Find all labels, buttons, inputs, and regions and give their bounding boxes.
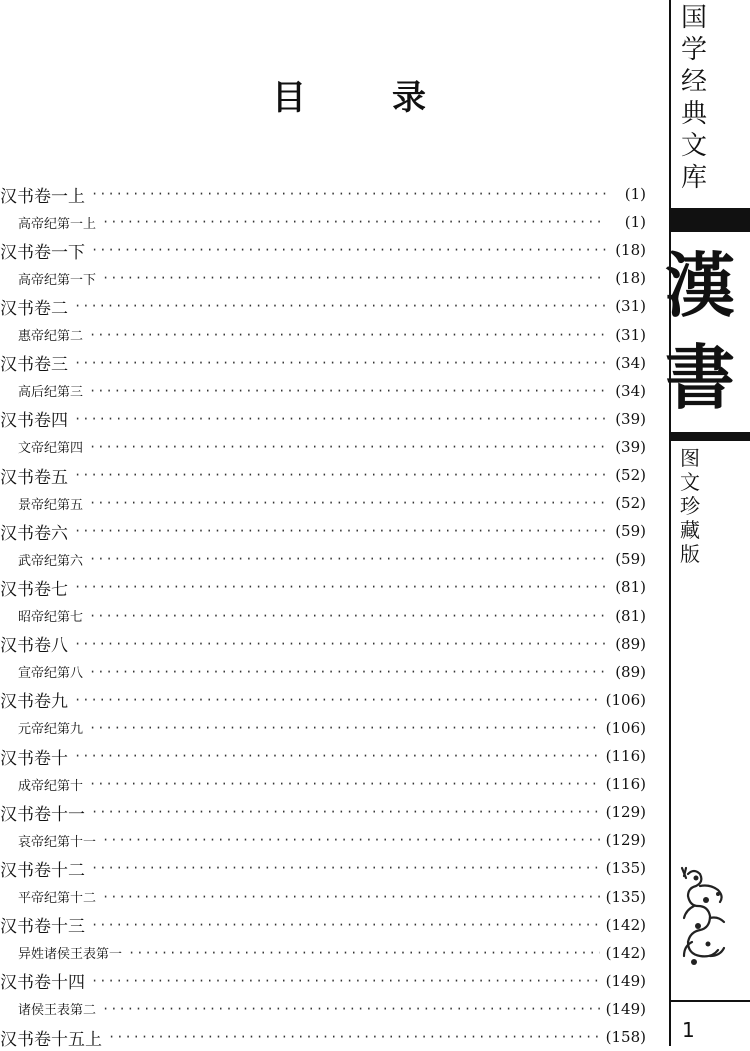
toc-entry-page: (52) — [615, 466, 646, 484]
toc-entry-label: 汉书卷一下 — [0, 242, 85, 263]
toc-entry-page: (142) — [605, 943, 646, 962]
toc-entry-page: (1) — [624, 213, 646, 232]
page-number: 1 — [682, 1018, 695, 1042]
toc-entry-label: 汉书卷一上 — [0, 186, 85, 207]
toc-entry[interactable] — [0, 742, 646, 770]
toc-entry[interactable] — [0, 461, 646, 489]
toc-entry[interactable] — [0, 1023, 646, 1051]
toc-entry-label: 哀帝纪第十一 — [18, 834, 97, 850]
dot-leader — [89, 552, 606, 566]
toc-entry-page: (129) — [605, 803, 646, 822]
toc-entry-label: 景帝纪第五 — [18, 497, 84, 513]
toc-entry-page: (39) — [615, 437, 646, 456]
toc-entry[interactable] — [0, 939, 646, 967]
toc-entry-page: (116) — [605, 747, 646, 765]
toc-entry-page: (135) — [605, 859, 646, 878]
toc-entry[interactable] — [0, 236, 646, 264]
series-title: 国学经典文库 — [680, 3, 707, 193]
toc-entry[interactable] — [0, 854, 646, 882]
toc-entry[interactable] — [0, 292, 646, 320]
toc-entry[interactable] — [0, 377, 646, 405]
toc-entry-page: (31) — [615, 297, 646, 316]
toc-entry-label: 汉书卷七 — [0, 579, 68, 600]
dot-leader — [74, 299, 606, 313]
toc-entry[interactable] — [0, 770, 646, 798]
dot-leader — [89, 665, 606, 679]
toc-entry[interactable] — [0, 517, 646, 545]
toc-entry-label: 汉书卷十四 — [0, 973, 85, 994]
dot-leader — [74, 637, 606, 651]
toc-entry-label: 汉书卷八 — [0, 636, 68, 657]
dot-leader — [102, 833, 600, 847]
toc-entry[interactable] — [0, 602, 646, 630]
dot-leader — [91, 187, 606, 201]
dot-leader — [89, 777, 600, 791]
toc-entry-page: (52) — [615, 494, 646, 513]
toc-entry[interactable] — [0, 208, 646, 236]
toc-entry-label: 宣帝纪第八 — [18, 666, 84, 682]
toc-entry-page: (106) — [605, 718, 646, 737]
toc-entry-page: (31) — [615, 325, 646, 344]
dot-leader — [74, 468, 606, 482]
toc-entry-page: (158) — [605, 1028, 646, 1046]
dot-leader — [91, 805, 600, 819]
toc-entry-label: 汉书卷十一 — [0, 804, 85, 825]
dot-leader — [102, 271, 606, 285]
toc-entry-label: 汉书卷十 — [0, 748, 68, 769]
toc-entry[interactable] — [0, 967, 646, 995]
page-title: 目 录 — [272, 78, 452, 118]
toc-entry-page: (89) — [615, 662, 646, 681]
toc-entry-label: 武帝纪第六 — [18, 553, 84, 569]
toc-entry[interactable] — [0, 826, 646, 854]
toc-entry-label: 汉书卷九 — [0, 692, 68, 713]
toc-entry-label: 元帝纪第九 — [18, 722, 84, 738]
toc-entry[interactable] — [0, 686, 646, 714]
dot-leader — [74, 412, 606, 426]
toc-entry-label: 平帝纪第十二 — [18, 891, 97, 906]
toc-entry[interactable] — [0, 264, 646, 292]
dot-leader — [89, 609, 606, 623]
toc-entry-page: (18) — [615, 269, 646, 288]
toc-entry[interactable] — [0, 180, 646, 208]
dot-leader — [89, 440, 606, 454]
toc-entry-page: (106) — [605, 690, 646, 709]
toc-entry-page: (142) — [605, 915, 646, 934]
toc-entry[interactable] — [0, 630, 646, 658]
toc-entry[interactable] — [0, 995, 646, 1023]
toc-entry[interactable] — [0, 349, 646, 377]
toc-entry-label: 诸侯王表第二 — [18, 1003, 97, 1019]
toc-entry-label: 汉书卷六 — [0, 523, 68, 544]
toc-entry-label: 汉书卷四 — [0, 411, 68, 432]
toc-entry-page: (149) — [605, 999, 646, 1018]
toc-entry-page: (149) — [605, 971, 646, 990]
toc-entry-page: (59) — [615, 550, 646, 569]
toc-entry-page: (39) — [615, 409, 646, 428]
toc-entry-label: 惠帝纪第二 — [18, 329, 84, 344]
toc-entry-label: 异姓诸侯王表第一 — [18, 947, 123, 963]
dot-leader — [74, 356, 606, 370]
dot-leader — [74, 693, 600, 707]
toc-entry-label: 汉书卷十二 — [0, 860, 85, 881]
dot-leader — [91, 918, 600, 932]
toc-entry-label: 成帝纪第十 — [18, 778, 84, 794]
toc-entry-label: 汉书卷十五上 — [0, 1029, 102, 1050]
dot-leader — [102, 1002, 600, 1016]
toc-entry[interactable] — [0, 489, 646, 517]
toc-entry[interactable] — [0, 798, 646, 826]
dot-leader — [74, 580, 606, 594]
dot-leader — [102, 890, 600, 904]
sidebar-bar-top — [669, 208, 750, 232]
toc-entry-page: (81) — [615, 578, 646, 597]
dot-leader — [102, 215, 606, 229]
toc-entry-label: 汉书卷十三 — [0, 917, 85, 938]
toc-entry[interactable] — [0, 883, 646, 911]
toc-entry-page: (1) — [624, 185, 646, 203]
book-title: 漢書 — [665, 244, 735, 419]
dot-leader — [108, 1030, 600, 1044]
toc-entry-label: 汉书卷三 — [0, 355, 68, 376]
toc-entry-label: 汉书卷二 — [0, 298, 68, 319]
dot-leader — [128, 946, 600, 960]
dot-leader — [74, 749, 600, 763]
dot-leader — [91, 974, 600, 988]
toc-entry[interactable] — [0, 911, 646, 939]
toc-entry-page: (34) — [615, 381, 646, 400]
toc-entry-label: 高帝纪第一下 — [18, 272, 97, 288]
toc-entry[interactable] — [0, 658, 646, 686]
toc-entry[interactable] — [0, 545, 646, 573]
dot-leader — [91, 861, 600, 875]
sidebar-divider — [669, 0, 671, 1046]
toc-entry-page: (81) — [615, 606, 646, 625]
dot-leader — [74, 524, 606, 538]
toc-entry-page: (59) — [615, 522, 646, 541]
edition-label: 图文珍藏版 — [680, 446, 700, 566]
dot-leader — [89, 496, 606, 510]
toc-entry-page: (116) — [605, 775, 646, 794]
toc-entry[interactable] — [0, 573, 646, 601]
toc-entry-page: (18) — [615, 241, 646, 260]
toc-entry[interactable] — [0, 405, 646, 433]
dot-leader — [91, 243, 606, 257]
dot-leader — [89, 328, 606, 342]
toc-entry-page: (89) — [615, 634, 646, 653]
dot-leader — [89, 384, 606, 398]
toc-entry-label: 高帝纪第一上 — [18, 216, 97, 232]
toc-entry[interactable] — [0, 714, 646, 742]
toc-entry-label: 高后纪第三 — [18, 385, 84, 401]
toc-entry-page: (34) — [615, 353, 646, 372]
sidebar-bar-middle — [669, 432, 750, 441]
toc-entry-label: 昭帝纪第七 — [18, 610, 84, 625]
toc-entry-page: (135) — [605, 887, 646, 906]
dot-leader — [89, 721, 600, 735]
mythical-beast-ornament-icon — [674, 866, 734, 980]
toc-entry-label: 文帝纪第四 — [18, 441, 84, 457]
toc-entry-page: (129) — [605, 831, 646, 850]
toc-entry-label: 汉书卷五 — [0, 467, 68, 488]
toc-entry[interactable] — [0, 321, 646, 349]
toc-entry[interactable] — [0, 433, 646, 461]
